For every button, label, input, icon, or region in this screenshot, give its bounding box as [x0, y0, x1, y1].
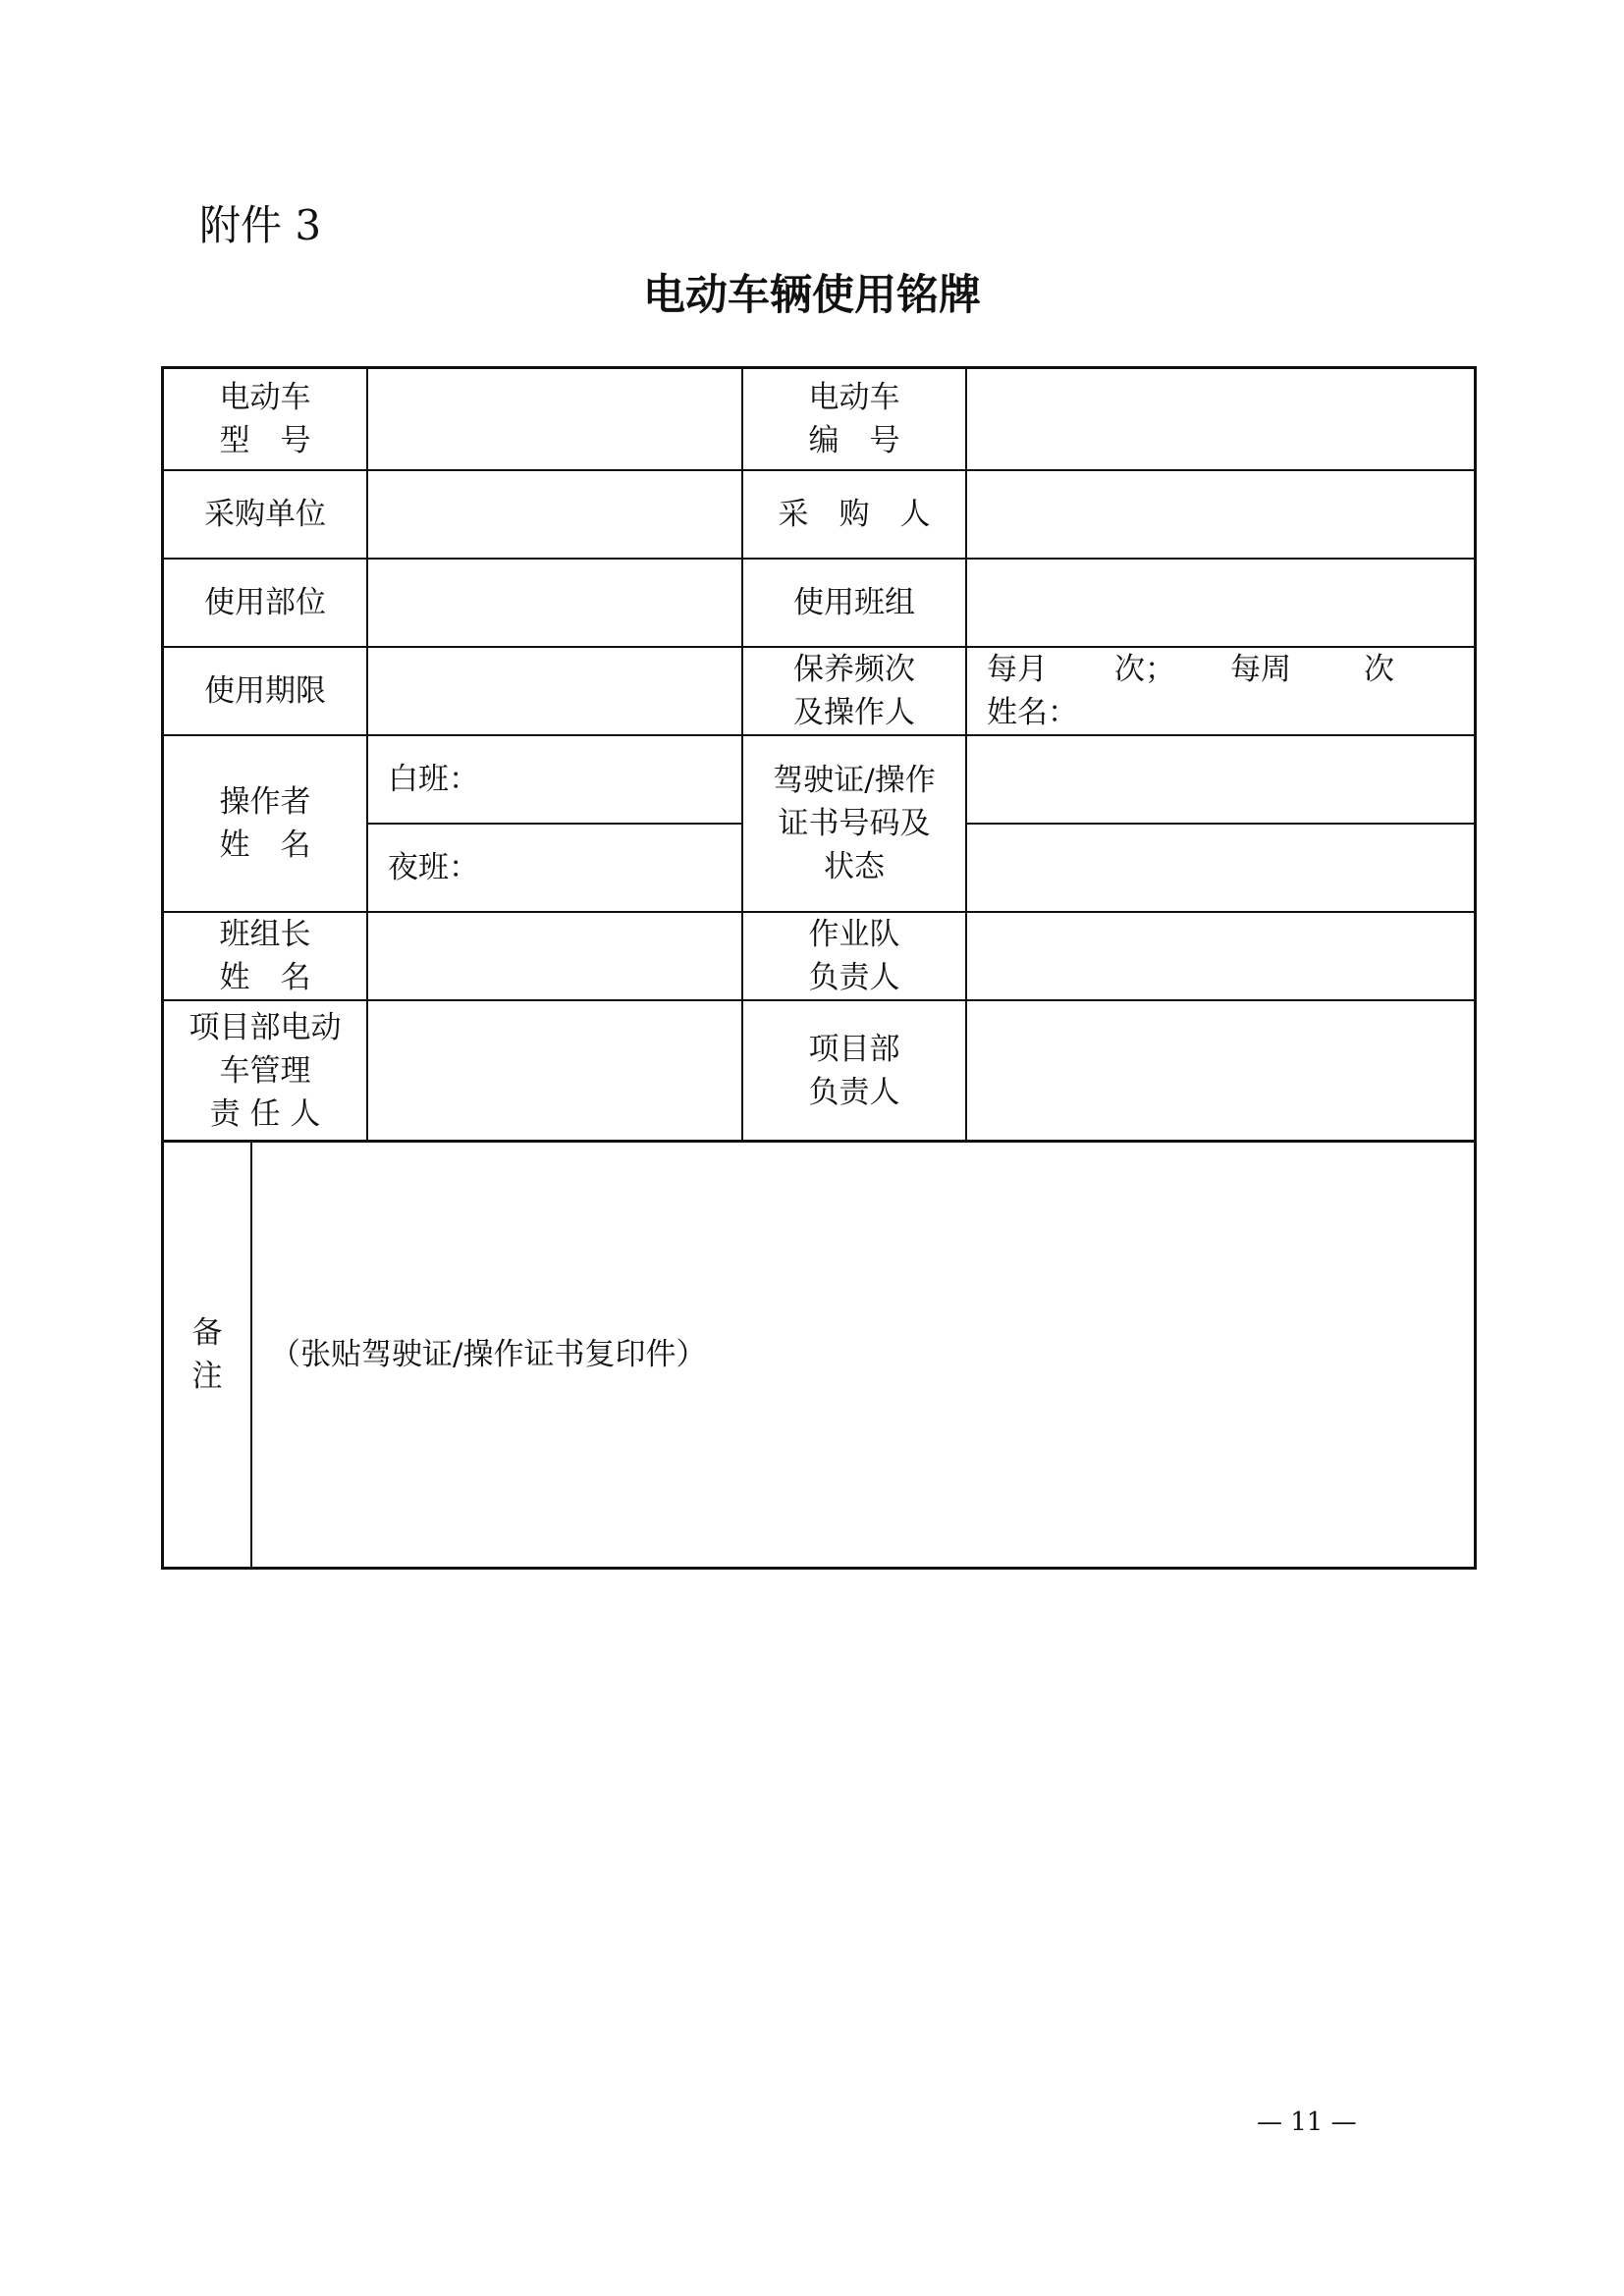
purchaser-label: 采 购 人	[778, 497, 931, 532]
remarks-note: （张贴驾驶证/操作证书复印件）	[270, 1337, 707, 1372]
use-period-label: 使用期限	[204, 673, 326, 709]
nameplate-form-table	[161, 366, 1477, 1570]
use-period-value[interactable]	[368, 648, 741, 734]
crew-head-value[interactable]	[967, 913, 1474, 999]
remarks-label: 备 注	[191, 1315, 223, 1394]
ev-number-value[interactable]	[967, 369, 1474, 469]
attachment-label: 附件 3	[199, 201, 322, 249]
purchase-unit-value[interactable]	[368, 471, 741, 558]
operator-label: 操作者 姓 名	[219, 784, 311, 863]
maintenance-times-text: 次；	[1114, 652, 1175, 687]
ev-number-label: 电动车 编 号	[808, 380, 900, 458]
license-label: 驾驶证/操作 证书号码及 状态	[773, 763, 936, 884]
purchaser-value[interactable]	[967, 471, 1474, 558]
team-leader-value[interactable]	[368, 913, 741, 999]
license-day-value[interactable]	[967, 736, 1474, 823]
use-location-label: 使用部位	[204, 585, 326, 620]
use-team-label: 使用班组	[793, 585, 915, 620]
license-night-value[interactable]	[967, 825, 1474, 911]
night-shift-field[interactable]: 夜班：	[388, 850, 479, 885]
maintenance-name-text: 姓名：	[987, 695, 1078, 730]
maintenance-label: 保养频次 及操作人	[793, 652, 915, 730]
remarks-area[interactable]	[252, 1143, 1474, 1567]
ev-model-label: 电动车 型 号	[219, 380, 311, 458]
maintenance-monthly-text: 每月	[987, 652, 1048, 687]
project-head-label: 项目部 负责人	[808, 1031, 900, 1110]
team-leader-label: 班组长 姓 名	[219, 917, 311, 995]
document-title: 电动车辆使用铭牌	[643, 271, 981, 320]
maintenance-weekly-text: 每周	[1230, 652, 1291, 687]
ev-model-value[interactable]	[368, 369, 741, 469]
use-team-value[interactable]	[967, 560, 1474, 646]
day-shift-field[interactable]: 白班：	[388, 762, 479, 797]
project-head-value[interactable]	[967, 1001, 1474, 1140]
page-number: — 11 —	[1257, 2108, 1357, 2137]
use-location-value[interactable]	[368, 560, 741, 646]
project-ev-manager-value[interactable]	[368, 1001, 741, 1140]
project-ev-manager-label: 项目部电动 车管理 责 任 人	[189, 1009, 342, 1132]
purchase-unit-label: 采购单位	[204, 497, 326, 532]
maintenance-times-text: 次	[1364, 652, 1394, 687]
crew-head-label: 作业队 负责人	[808, 917, 900, 995]
